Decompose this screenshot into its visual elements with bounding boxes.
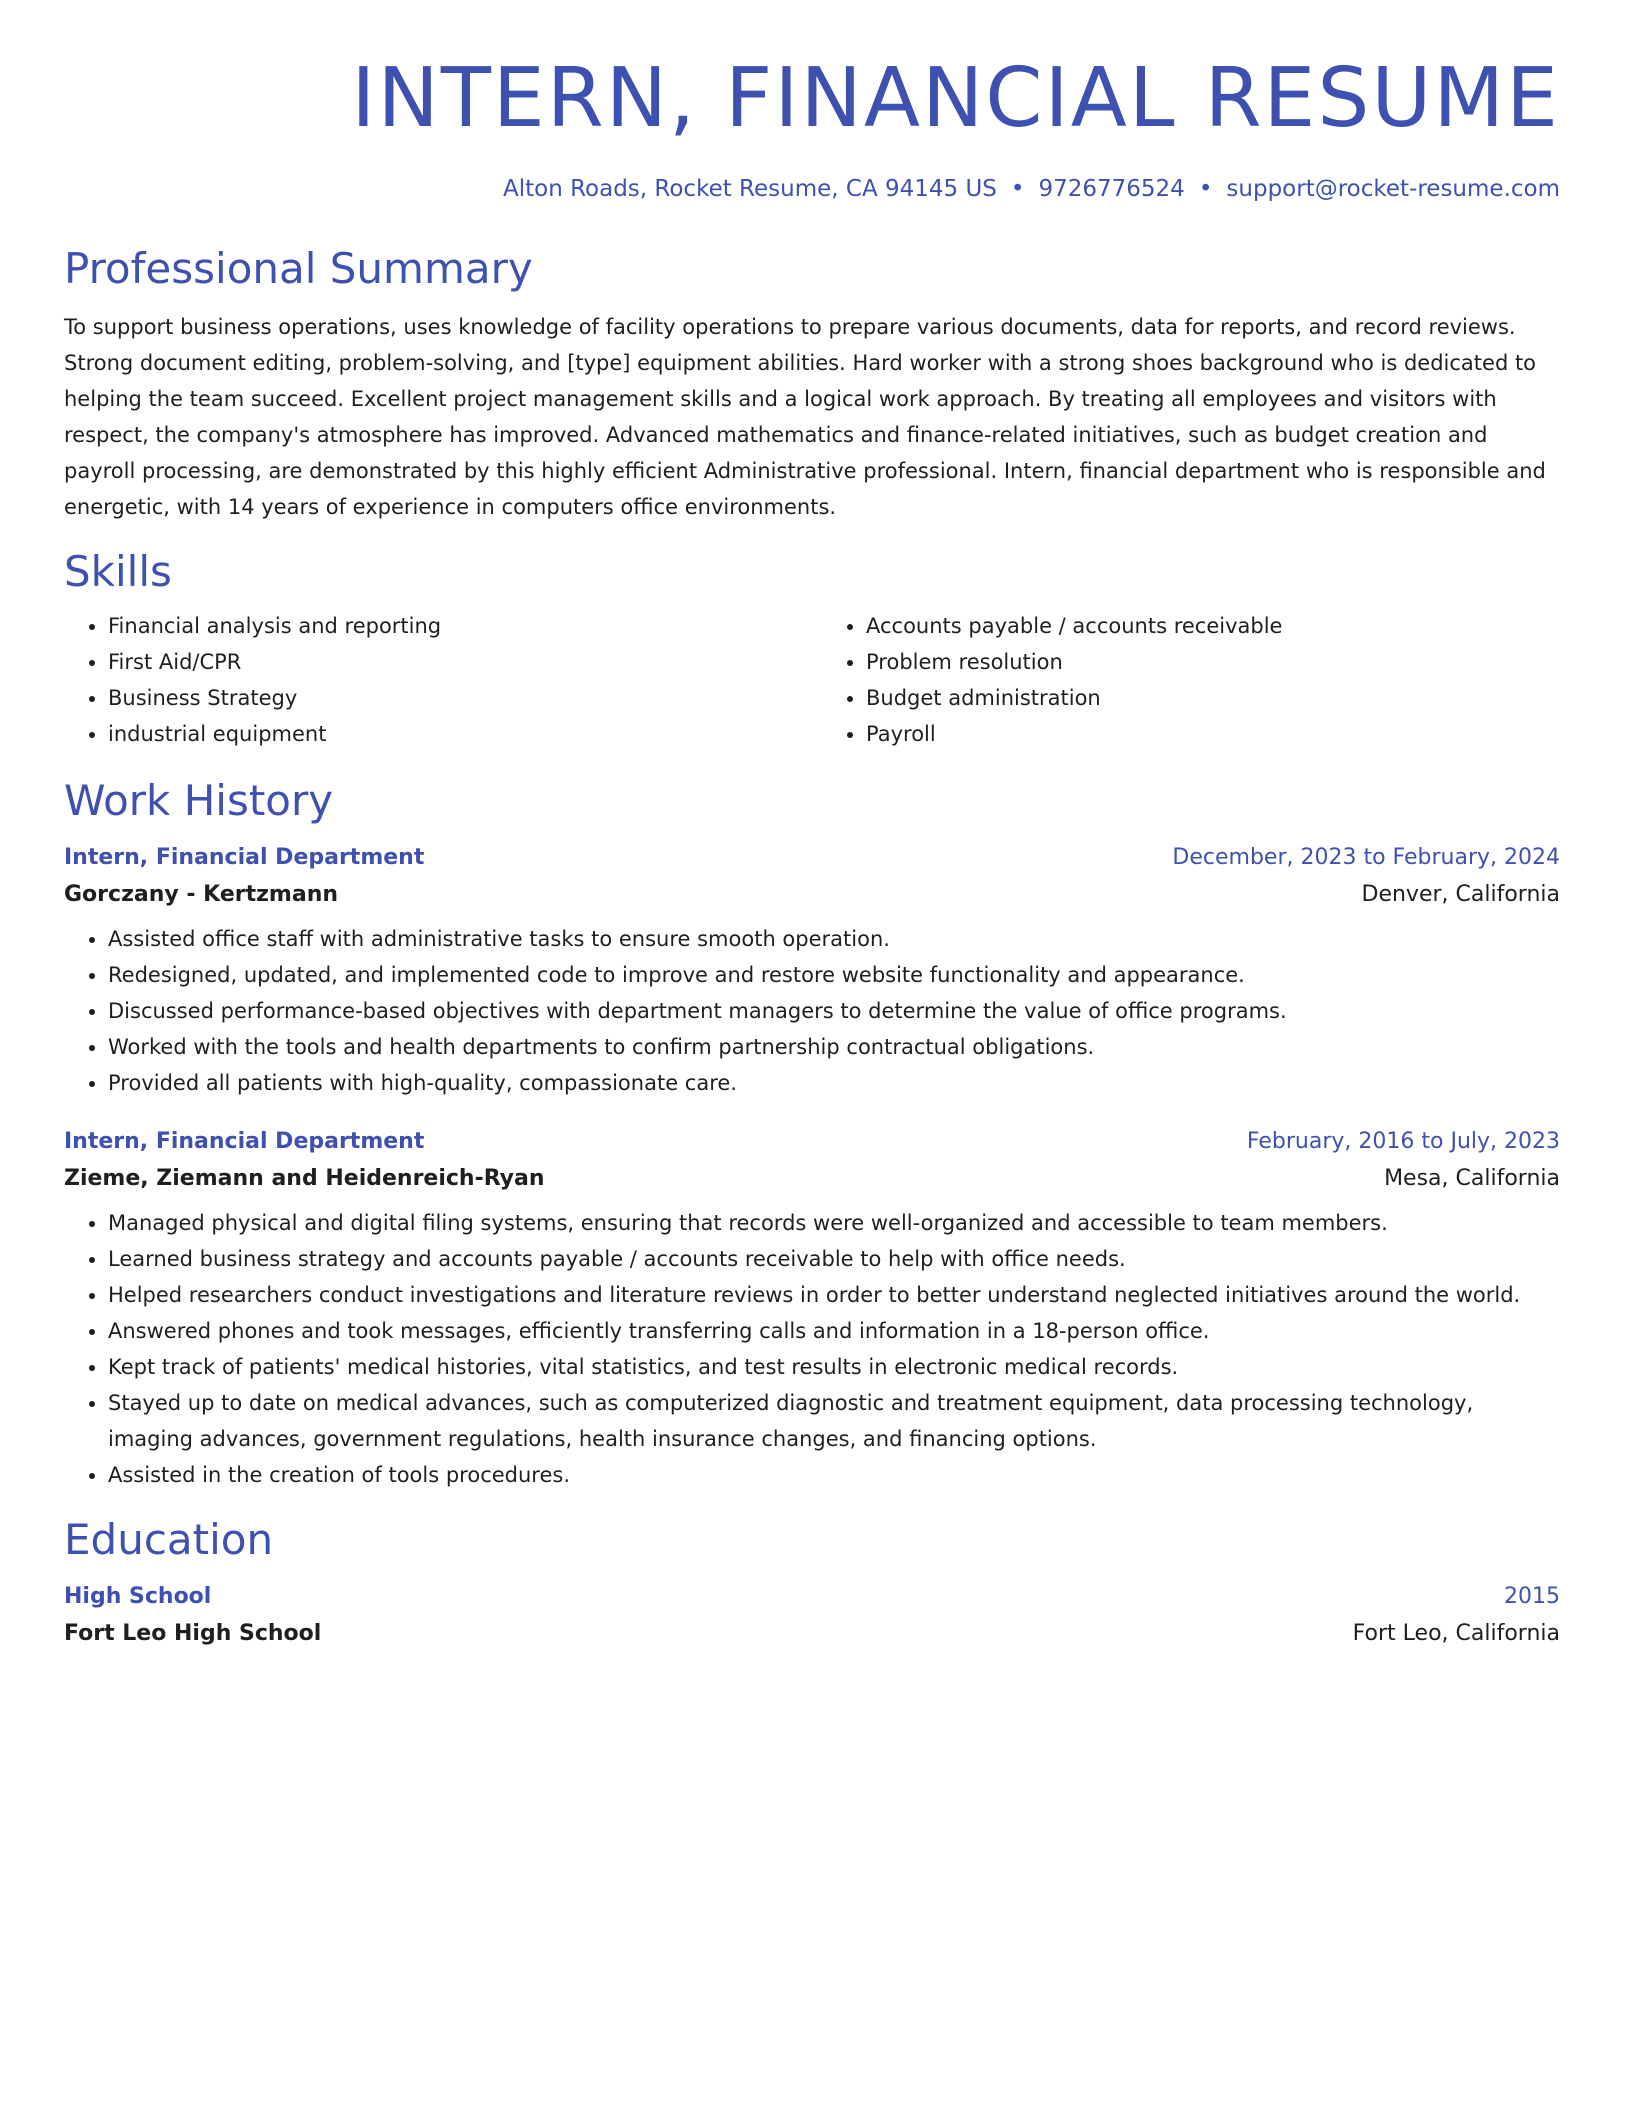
skill-item: • industrial equipment bbox=[108, 716, 802, 752]
job-location: Denver, California bbox=[1361, 882, 1560, 908]
phone-text: 9726776524 bbox=[1038, 176, 1185, 203]
email-link[interactable]: support@rocket-resume.com bbox=[1226, 176, 1560, 203]
job-header-row bbox=[64, 845, 1560, 870]
job-entry bbox=[64, 1129, 1560, 1493]
job-duties-list bbox=[64, 921, 1560, 1101]
education-school-row bbox=[64, 1621, 1560, 1646]
skills-list-left bbox=[64, 608, 802, 752]
job-duty: • Assisted in the creation of tools procedures. bbox=[108, 1457, 1560, 1493]
degree-title: High School bbox=[64, 1584, 212, 1610]
job-title: Intern, Financial Department bbox=[64, 845, 425, 871]
job-location: Mesa, California bbox=[1384, 1166, 1560, 1192]
job-header-row bbox=[64, 1129, 1560, 1154]
job-employer-row bbox=[64, 1166, 1560, 1191]
job-employer-row bbox=[64, 882, 1560, 907]
job-duty: • Worked with the tools and health departments to confirm partnership contractual obligations. bbox=[108, 1029, 1560, 1065]
job-dates: February, 2016 to July, 2023 bbox=[1246, 1129, 1560, 1155]
job-duty: • Helped researchers conduct investigations and literature reviews in order to better understand neglected initiatives around the world. bbox=[108, 1277, 1560, 1313]
skills-grid bbox=[64, 608, 1560, 752]
job-duty: • Managed physical and digital filing systems, ensuring that records were well-organized and accessible to team members. bbox=[108, 1205, 1560, 1241]
job-duty: • Redesigned, updated, and implemented code to improve and restore website functionality and appearance. bbox=[108, 957, 1560, 993]
job-dates: December, 2023 to February, 2024 bbox=[1172, 845, 1560, 871]
education-entry bbox=[64, 1584, 1560, 1646]
address-text: Alton Roads, Rocket Resume, CA 94145 US bbox=[502, 176, 997, 203]
employer-name: Gorczany - Kertzmann bbox=[64, 882, 339, 908]
summary-text: To support business operations, uses knowledge of facility operations to prepare various documents, data for reports, and record reviews. Strong document editing, problem-solving, and [type] equipment abilities. Hard worker with a strong shoes background who is dedicated to helping the team succeed. Excellent project management skills and a logical work approach. By treating all employees and visitors with respect, the company's atmosphere has improved. Advanced mathematics and finance-related initiatives, such as budget creation and payroll processing, are demonstrated by this highly efficient Administrative professional. Intern, financial department who is responsible and energetic, with 14 years of experience in computers office environments. bbox=[64, 315, 1546, 520]
resume-title: INTERN, FINANCIAL RESUME bbox=[351, 51, 1560, 146]
education-heading: Education bbox=[64, 1515, 274, 1565]
graduation-year: 2015 bbox=[1504, 1584, 1560, 1610]
job-duty: • Discussed performance-based objectives with department managers to determine the value of office programs. bbox=[108, 993, 1560, 1029]
job-duty: • Provided all patients with high-quality, compassionate care. bbox=[108, 1065, 1560, 1101]
skill-item: • First Aid/CPR bbox=[108, 644, 802, 680]
job-duty: • Stayed up to date on medical advances, such as computerized diagnostic and treatment equipment, data processing technology, imaging advances, government regulations, health insurance changes, and financing options. bbox=[108, 1385, 1560, 1457]
job-duty: • Answered phones and took messages, efficiently transferring calls and information in a 18-person office. bbox=[108, 1313, 1560, 1349]
job-entry bbox=[64, 845, 1560, 1101]
contact-line bbox=[64, 176, 1560, 202]
skill-item: • Payroll bbox=[866, 716, 1560, 752]
school-location: Fort Leo, California bbox=[1352, 1621, 1560, 1647]
summary-heading: Professional Summary bbox=[64, 244, 533, 294]
separator-dot: • bbox=[1198, 176, 1213, 203]
skills-heading: Skills bbox=[64, 547, 172, 597]
job-duty: • Assisted office staff with administrative tasks to ensure smooth operation. bbox=[108, 921, 1560, 957]
skill-item: • Budget administration bbox=[866, 680, 1560, 716]
job-title: Intern, Financial Department bbox=[64, 1129, 425, 1155]
skill-item: • Financial analysis and reporting bbox=[108, 608, 802, 644]
education-header-row bbox=[64, 1584, 1560, 1609]
skills-list-right bbox=[822, 608, 1560, 752]
work-history-heading: Work History bbox=[64, 776, 334, 826]
job-duties-list bbox=[64, 1205, 1560, 1493]
school-name: Fort Leo High School bbox=[64, 1621, 322, 1647]
skill-item: • Accounts payable / accounts receivable bbox=[866, 608, 1560, 644]
job-duty: • Kept track of patients' medical histories, vital statistics, and test results in electronic medical records. bbox=[108, 1349, 1560, 1385]
skill-item: • Problem resolution bbox=[866, 644, 1560, 680]
separator-dot: • bbox=[1010, 176, 1025, 203]
resume-page bbox=[64, 50, 1560, 1646]
job-duty: • Learned business strategy and accounts payable / accounts receivable to help with office needs. bbox=[108, 1241, 1560, 1277]
employer-name: Zieme, Ziemann and Heidenreich-Ryan bbox=[64, 1166, 545, 1192]
skill-item: • Business Strategy bbox=[108, 680, 802, 716]
